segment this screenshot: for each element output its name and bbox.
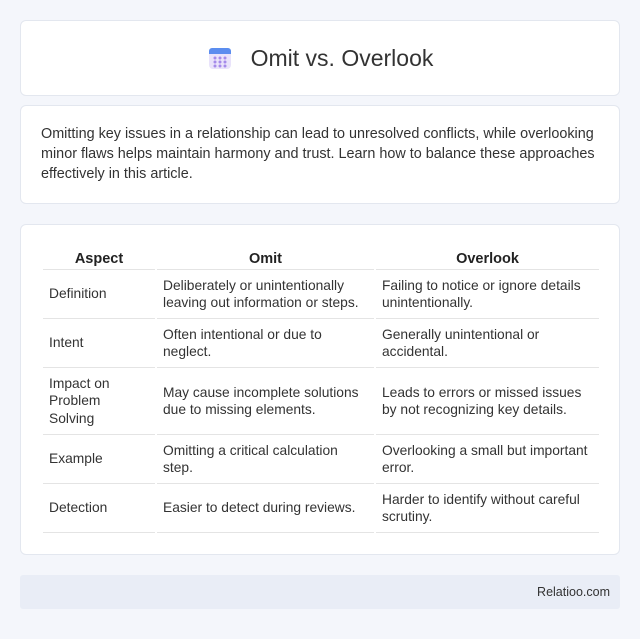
footer [20, 575, 620, 609]
cell-omit: Easier to detect during reviews. [157, 484, 374, 533]
cell-aspect: Impact on Problem Solving [43, 368, 155, 435]
comparison-card [20, 224, 620, 555]
cell-omit: Omitting a critical calculation step. [157, 435, 374, 484]
table-row [43, 368, 599, 435]
header-overlook: Overlook [376, 245, 599, 270]
comparison-table [41, 245, 601, 533]
cell-omit: Often intentional or due to neglect. [157, 319, 374, 368]
calendar-icon [207, 45, 233, 71]
footer-brand[interactable]: Relatioo.com [537, 585, 610, 599]
cell-aspect: Intent [43, 319, 155, 368]
page-title: Omit vs. Overlook [250, 44, 434, 71]
title-card [20, 20, 620, 96]
title-wrap [207, 45, 434, 72]
header-omit: Omit [157, 245, 374, 270]
cell-overlook: Overlooking a small but important error. [376, 435, 599, 484]
cell-overlook: Failing to notice or ignore details unintentionally. [376, 270, 599, 319]
cell-overlook: Leads to errors or missed issues by not recognizing key details. [376, 368, 599, 435]
table-row [43, 435, 599, 484]
cell-aspect: Example [43, 435, 155, 484]
cell-aspect: Detection [43, 484, 155, 533]
cell-overlook: Harder to identify without careful scrutiny. [376, 484, 599, 533]
cell-overlook: Generally unintentional or accidental. [376, 319, 599, 368]
intro-text: Omitting key issues in a relationship can lead to unresolved conflicts, while overlooking minor flaws helps maintain harmony and trust. Learn how to balance these approaches effectively in this article. [41, 126, 595, 182]
cell-omit: May cause incomplete solutions due to missing elements. [157, 368, 374, 435]
header-aspect: Aspect [43, 245, 155, 270]
table-row [43, 270, 599, 319]
table-row [43, 319, 599, 368]
intro-card [20, 105, 620, 204]
table-row [43, 484, 599, 533]
table-header-row [43, 245, 599, 270]
cell-aspect: Definition [43, 270, 155, 319]
cell-omit: Deliberately or unintentionally leaving out information or steps. [157, 270, 374, 319]
